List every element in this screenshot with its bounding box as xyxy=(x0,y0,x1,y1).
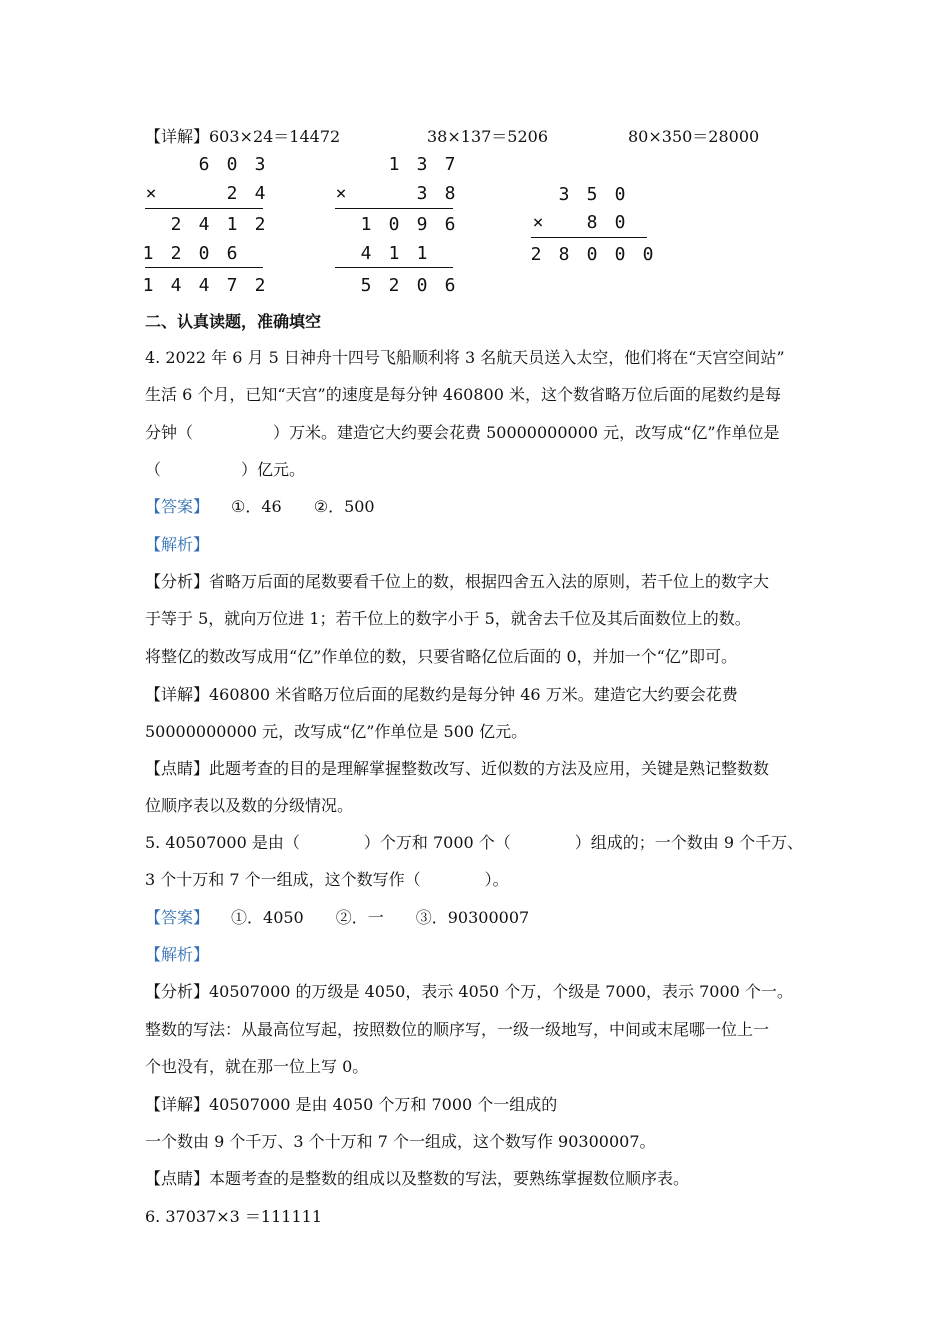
q5-analysis-tag: 【解析】 xyxy=(145,945,210,964)
q4-line-1: 4. 2022 年 6 月 5 日神舟十四号飞船顺利将 3 名航天员送入太空，他们将在“天宫空间站” xyxy=(145,348,785,367)
digit: 0 xyxy=(614,244,626,265)
digit: 6 xyxy=(444,275,456,296)
q5-answer xyxy=(145,907,529,929)
digit: 1 xyxy=(226,214,238,235)
digit: 7 xyxy=(226,275,238,296)
digit: 1 xyxy=(388,243,400,264)
q4-line-2: 生活 6 个月，已知“天宫”的速度是每分钟 460800 米，这个数省略万位后面的尾数约是每 xyxy=(145,385,781,404)
answer-text: ①．46 ②．500 xyxy=(231,497,375,516)
digit: 1 xyxy=(360,214,372,235)
detail-label: 【详解】 xyxy=(145,127,210,146)
equation-2: 38×137＝5206 xyxy=(427,127,549,146)
q5-line-2: 3 个十万和 7 个一组成，这个数写作（ ）。 xyxy=(145,870,509,889)
digit: 4 xyxy=(198,275,210,296)
q4-line-3: 分钟（ ）万米。建造它大约要会花费 50000000000 元，改写成“亿”作单位是 xyxy=(145,423,780,442)
answer-tag: 【答案】 xyxy=(145,908,210,927)
digit: 0 xyxy=(614,184,626,205)
q4-analysis-2: 于等于 5，就向万位进 1；若千位上的数字小于 5，就舍去千位及其后面数位上的数。 xyxy=(145,609,751,628)
digit: 3 xyxy=(254,154,266,175)
digit: 6 xyxy=(226,243,238,264)
q5-analysis-3: 个也没有，就在那一位上写 0。 xyxy=(145,1057,369,1076)
multiply-sign: × xyxy=(335,183,347,204)
digit: 2 xyxy=(170,214,182,235)
digit: 1 xyxy=(388,154,400,175)
digit: 2 xyxy=(254,275,266,296)
digit: 0 xyxy=(388,214,400,235)
digit: 2 xyxy=(254,214,266,235)
q4-point-1: 【点睛】此题考查的目的是理解掌握整数改写、近似数的方法及应用，关键是熟记整数数 xyxy=(145,759,770,778)
multiply-sign: × xyxy=(145,183,157,204)
digit: 2 xyxy=(530,244,542,265)
q4-analysis-1: 【分析】省略万后面的尾数要看千位上的数，根据四舍五入法的原则，若千位上的数字大 xyxy=(145,572,770,591)
digit: 4 xyxy=(360,243,372,264)
q4-analysis-tag: 【解析】 xyxy=(145,535,210,554)
digit: 4 xyxy=(198,214,210,235)
digit: 3 xyxy=(558,184,570,205)
digit: 4 xyxy=(170,275,182,296)
calc-rule xyxy=(145,208,263,209)
q4-detail-2: 50000000000 元，改写成“亿”作单位是 500 亿元。 xyxy=(145,722,528,741)
digit: 1 xyxy=(142,243,154,264)
calc-rule xyxy=(335,267,453,268)
digit: 3 xyxy=(416,183,428,204)
answer-tag: 【答案】 xyxy=(145,497,210,516)
digit: 2 xyxy=(226,183,238,204)
digit: 2 xyxy=(388,275,400,296)
q5-point-1: 【点睛】本题考查的是整数的组成以及整数的写法，要熟练掌握数位顺序表。 xyxy=(145,1169,690,1188)
section-title: 二、认真读题，准确填空 xyxy=(145,312,322,331)
digit: 5 xyxy=(586,184,598,205)
digit: 1 xyxy=(142,275,154,296)
calc-rule xyxy=(335,208,453,209)
digit: 1 xyxy=(416,243,428,264)
answer-text: ①．4050 ②．一 ③．90300007 xyxy=(231,908,530,927)
q5-line-1: 5. 40507000 是由（ ）个万和 7000 个（ ）组成的；一个数由 9 个千万、 xyxy=(145,833,804,852)
digit: 3 xyxy=(416,154,428,175)
digit: 2 xyxy=(170,243,182,264)
calc-rule xyxy=(145,267,263,268)
q5-analysis-2: 整数的写法：从最高位写起，按照数位的顺序写，一级一级地写，中间或末尾哪一位上一 xyxy=(145,1020,770,1039)
q6-line-1: 6. 37037×3 ＝111111 xyxy=(145,1207,323,1226)
digit: 4 xyxy=(254,183,266,204)
digit: 0 xyxy=(614,212,626,233)
equation-3: 80×350＝28000 xyxy=(628,127,760,146)
equation-1: 603×24＝14472 xyxy=(209,127,341,146)
q5-detail-2: 一个数由 9 个千万、3 个十万和 7 个一组成，这个数写作 90300007。 xyxy=(145,1132,656,1151)
digit: 6 xyxy=(444,214,456,235)
digit: 8 xyxy=(558,244,570,265)
q5-analysis-1: 【分析】40507000 的万级是 4050，表示 4050 个万，个级是 7000，表示 7000 个一。 xyxy=(145,982,793,1001)
q5-detail-1: 【详解】40507000 是由 4050 个万和 7000 个一组成的 xyxy=(145,1095,558,1114)
q4-point-2: 位顺序表以及数的分级情况。 xyxy=(145,796,354,815)
calc-rule xyxy=(531,237,647,238)
digit: 5 xyxy=(360,275,372,296)
q4-detail-1: 【详解】460800 米省略万位后面的尾数约是每分钟 46 万米。建造它大约要会花费 xyxy=(145,685,738,704)
digit: 9 xyxy=(416,214,428,235)
q4-answer xyxy=(145,496,375,518)
digit: 0 xyxy=(416,275,428,296)
digit: 6 xyxy=(198,154,210,175)
digit: 0 xyxy=(198,243,210,264)
digit: 7 xyxy=(444,154,456,175)
digit: 0 xyxy=(586,244,598,265)
digit: 8 xyxy=(444,183,456,204)
q4-line-4: （ ）亿元。 xyxy=(145,460,306,479)
digit: 0 xyxy=(226,154,238,175)
multiply-sign: × xyxy=(532,212,544,233)
digit: 0 xyxy=(642,244,654,265)
q4-analysis-3: 将整亿的数改写成用“亿”作单位的数，只要省略亿位后面的 0，并加一个“亿”即可。 xyxy=(145,647,737,666)
digit: 8 xyxy=(586,212,598,233)
